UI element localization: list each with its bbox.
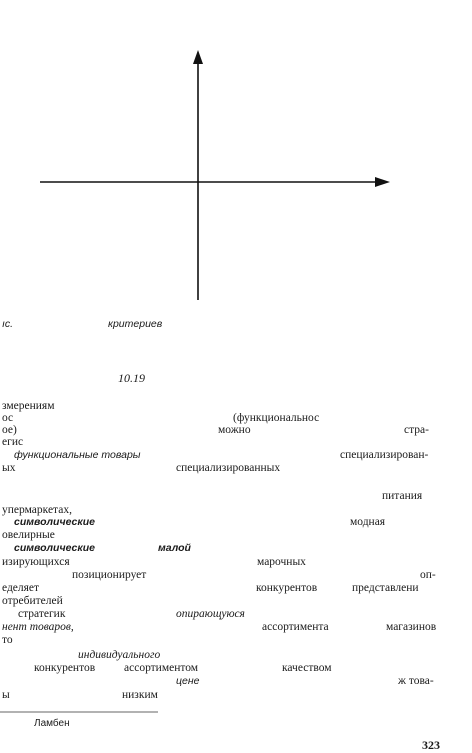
text-fragment: символические (14, 542, 95, 554)
figure-number: 10.19 (118, 371, 145, 385)
vertical-axis-arrow (193, 50, 203, 64)
text-fragment: упермаркетах, (2, 504, 72, 516)
text-fragment: питания (382, 490, 423, 502)
text-fragment: ассортимента (262, 621, 329, 633)
text-fragment: специализирован- (340, 449, 429, 461)
text-fragment: специализированных (176, 462, 281, 474)
text-fragment: (функциональнос (233, 412, 320, 424)
text-fragment: ых (2, 462, 16, 474)
text-fragment: конкурентов (34, 662, 96, 674)
text-fragment: позиционирует (72, 569, 147, 581)
text-fragment: магазинов (386, 621, 437, 633)
text-fragment: цене (176, 675, 200, 687)
text-fragment: модная (350, 516, 386, 528)
text-fragment: качеством (282, 662, 332, 674)
text-fragment: малой (158, 542, 191, 554)
horizontal-axis-arrow (375, 177, 390, 187)
text-fragment: индивидуального (78, 649, 161, 661)
text-fragment: змерениям (2, 400, 55, 412)
text-fragment: ж това- (398, 675, 434, 687)
text-fragment: нент товаров, (2, 621, 74, 633)
text-fragment: марочных (257, 556, 306, 568)
figure-caption-right: критериев (108, 318, 163, 330)
text-fragment: то (2, 634, 13, 646)
text-fragment: изирующихся (2, 556, 70, 568)
footnote: Ламбен (34, 718, 70, 729)
text-fragment: можно (218, 424, 251, 436)
text-fragment: егис (2, 436, 24, 448)
text-fragment: низким (122, 689, 158, 701)
text-fragment: отребителей (2, 595, 63, 607)
text-fragment: символические (14, 516, 95, 528)
text-fragment: овелирные (2, 529, 55, 541)
text-fragment: ы (2, 689, 10, 701)
text-fragment: представлени (352, 582, 419, 594)
text-fragment: ое) (2, 424, 17, 436)
text-fragment: стратегик (18, 608, 66, 620)
text-fragment: еделяет (2, 582, 40, 594)
figure-caption-left: ıс. (2, 318, 14, 330)
text-fragment: ассортиментом (124, 662, 199, 674)
text-fragment: опирающуюся (176, 608, 245, 620)
text-fragment: конкурентов (256, 582, 318, 594)
text-fragment: ос (2, 412, 14, 424)
text-fragment: стра- (404, 424, 429, 436)
page-number: 323 (422, 738, 440, 752)
text-fragment: оп- (420, 569, 436, 581)
text-fragment: функциональные товары (14, 449, 141, 461)
